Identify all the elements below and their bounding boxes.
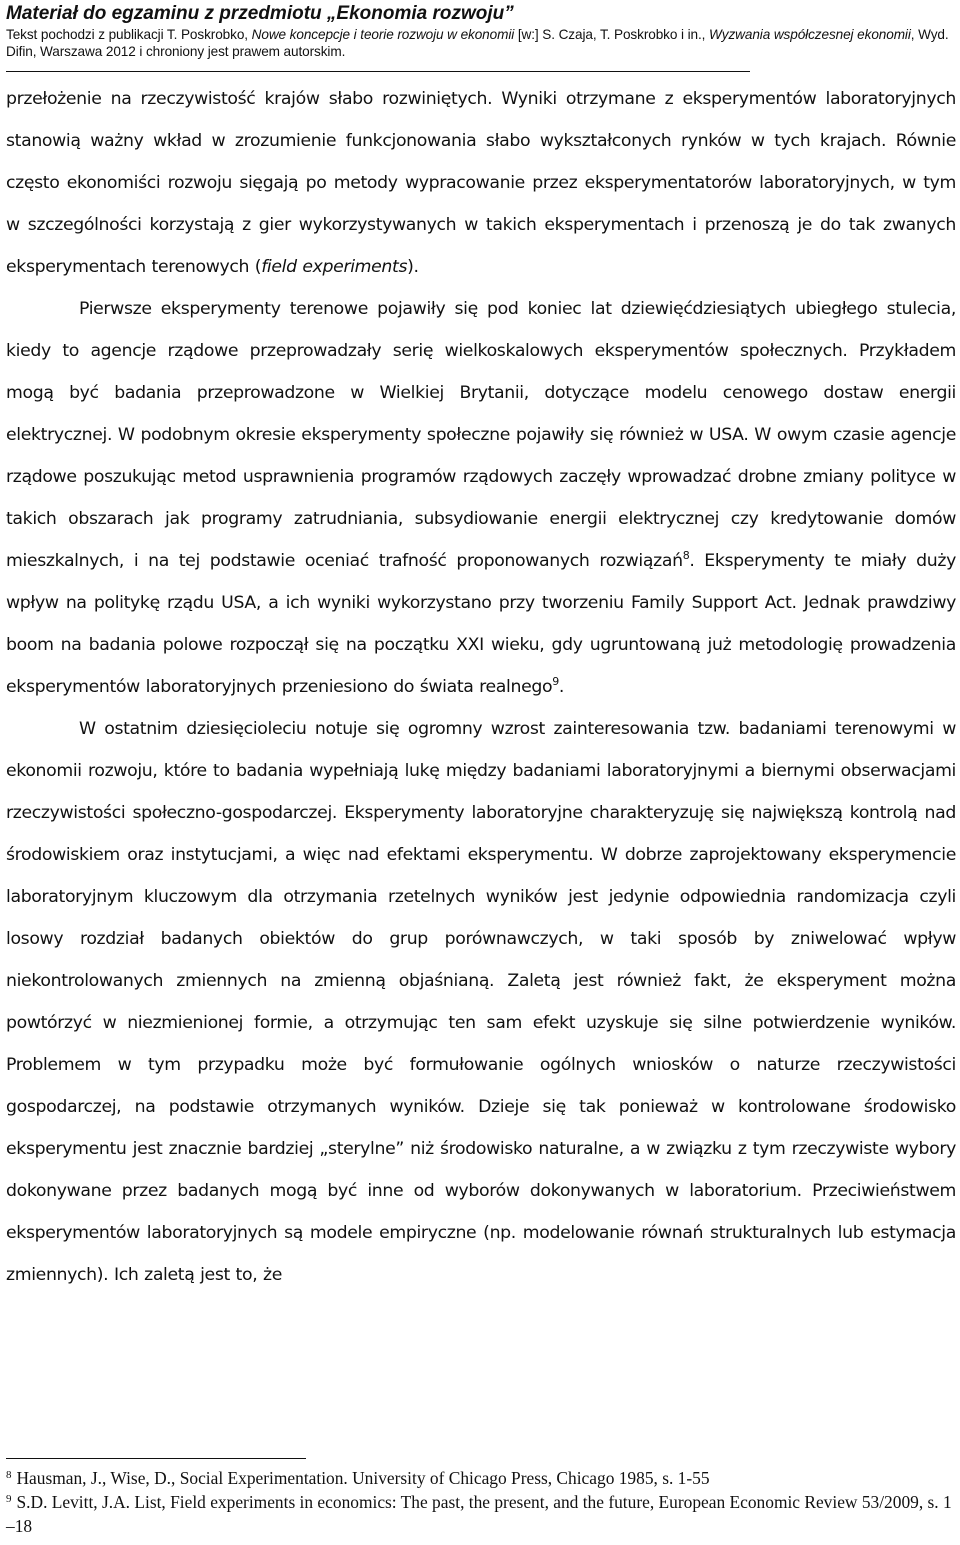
paragraph-3: W ostatnim dziesięcioleciu notuje się ogromny wzrost zainteresowania tzw. badaniami terenowymi w ekonomii rozwoju, które to badania wypełniają lukę między badaniami laboratoryjnymi a biernymi obserwacjami rzeczywistości społeczno-gospodarczej. Eksperymenty laboratoryjne charakteryzuję się największą kontrolą nad środowiskiem oraz instytucjami, a więc nad efektami eksperymentu. W dobrze zaprojektowany eksperymencie laboratoryjnym kluczowym dla otrzymania rzetelnych wyników jest jedynie odpowiednia randomizacja czyli losowy rozdział badanych obiektów do grup porównawczych, w taki sposób by zniwelować wpływ niekontrolowanych zmiennych na zmienną objaśnianą. Zaletą jest również fakt, że eksperyment można powtórzyć w niezmienionej formie, a otrzymując ten sam efekt uzyskuje się silne potwierdzenie wyników. Problemem w tym przypadku może być formułowanie ogólnych wniosków o naturze rzeczywistości gospodarczej, na podstawie otrzymanych wyników. Dzieje się tak ponieważ w kontrolowane środowisko eksperymentu jest znacznie bardziej „sterylne” niż środowisko naturalne, a w związku z tym rzeczywiste wybory dokonywane przez badanych mogą być inne od wyborów dokonywanych w laboratorium. Przeciwieństwem eksperymentów laboratoryjnych są modele empiryczne (np. modelowanie równań strukturalnych lub estymacja zmiennych). Ich zaletą jest to, że	[6, 719, 956, 1285]
paragraph-2-end: .	[558, 677, 565, 697]
footnote-ref-8[interactable]: 8	[682, 549, 690, 562]
source-text-2: [w:] S. Czaja, T. Poskrobko i in.,	[514, 27, 710, 42]
paragraph-1-italic: field experiments	[261, 257, 408, 277]
source-text-3: , Wyd. Difin, Warszawa 2012 i chroniony jest prawem autorskim.	[6, 27, 949, 59]
source-book-title: Nowe koncepcje i teorie rozwoju w ekonomii	[251, 27, 515, 42]
footnote-8-number: 8	[6, 1469, 12, 1481]
source-collection-title: Wyzwania współczesnej ekonomii	[709, 27, 911, 42]
header-divider	[6, 71, 750, 72]
footnotes	[6, 1466, 956, 1538]
footnote-divider	[6, 1458, 306, 1459]
header-source-note	[6, 26, 956, 60]
source-text-1: Tekst pochodzi z publikacji T. Poskrobko,	[6, 27, 252, 42]
paragraph-2	[6, 288, 956, 708]
footnote-ref-9[interactable]: 9	[552, 675, 559, 688]
paragraph-1-text: przełożenie na rzeczywistość krajów słabo rozwiniętych. Wyniki otrzymane z eksperymentów laboratoryjnych stanowią ważny wkład w zrozumienie funkcjonowania słabo wykształconych rynków w tych krajach. Równie często ekonomiści rozwoju sięgają po metody wypracowanie przez eksperymentatorów laboratoryjnych, w tym w szczególności korzystają z gier wykorzystywanych w takich eksperymentach i przenoszą je do tak zwanych eksperymentach terenowych (	[6, 89, 956, 277]
footnote-8-text: Hausman, J., Wise, D., Social Experimentation. University of Chicago Press, Chicago 1985, s. 1-55	[16, 1468, 710, 1488]
header-title: Materiał do egzaminu z przedmiotu „Ekonomia rozwoju”	[6, 3, 514, 24]
footnote-9-text: S.D. Levitt, J.A. List, Field experiments in economics: The past, the present, and the future, European Economic Review 53/2009, s. 1 –18	[6, 1492, 952, 1536]
paragraph-2-text: Pierwsze eksperymenty terenowe pojawiły się pod koniec lat dziewięćdziesiątych ubiegłego stulecia, kiedy to agencje rządowe przeprowadzały serię wielkoskalowych eksperymentów społecznych. Przykładem mogą być badania przeprowadzone w Wielkiej Brytanii, dotyczące modelu cenowego dostaw energii elektrycznej. W podobnym okresie eksperymenty społeczne pojawiły się również w USA. W owym czasie agencje rządowe poszukując metod usprawnienia programów rządowych zaczęły wprowadzać drobne zmiany polityce w takich obszarach jak programy zatrudniania, subsydiowanie energii elektrycznej czy kredytowanie domów mieszkalnych, i na tej podstawie oceniać trafność proponowanych rozwiązań	[6, 299, 956, 571]
paragraph-1-end: ).	[407, 257, 419, 277]
page-header	[6, 0, 956, 60]
footnote-8	[6, 1466, 956, 1490]
footnote-9-number: 9	[6, 1493, 12, 1505]
paragraph-1	[6, 78, 956, 288]
main-text	[6, 78, 956, 1296]
footnote-9	[6, 1490, 956, 1538]
paragraph-2-text-cont: . Eksperymenty te miały duży wpływ na politykę rządu USA, a ich wyniki wykorzystano przy tworzeniu Family Support Act. Jednak prawdziwy boom na badania polowe rozpoczął się na początku XXI wieku, gdy ugruntowaną już metodologię prowadzenia eksperymentów laboratoryjnych przeniesiono do świata realnego	[6, 551, 956, 697]
